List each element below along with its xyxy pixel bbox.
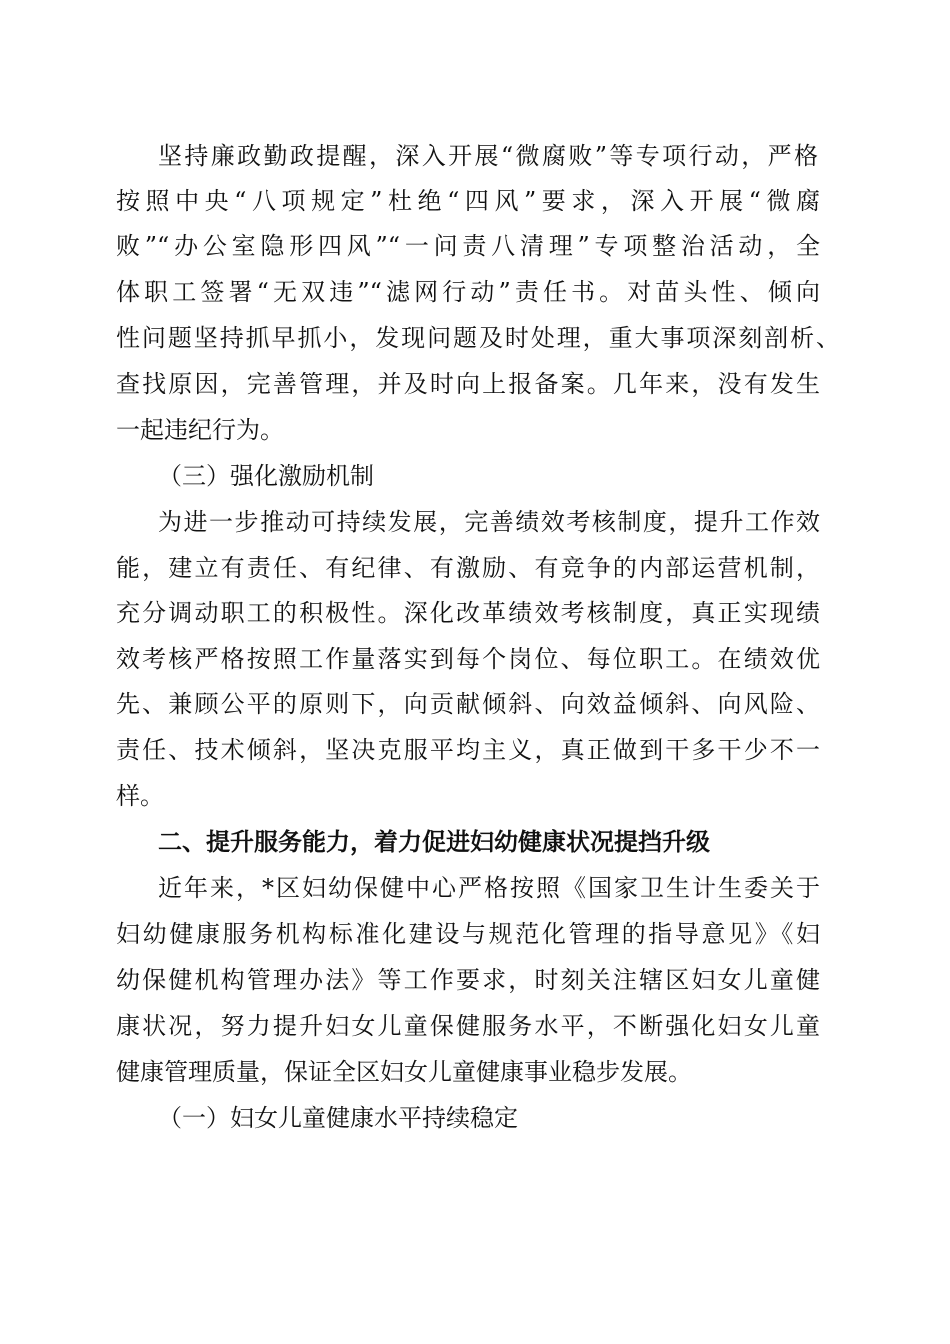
section-heading-service-capability: 二、提升服务能力，着力促进妇幼健康状况提挡升级 xyxy=(158,828,710,856)
paragraph-line: 妇幼健康服务机构标准化建设与规范化管理的指导意见》《妇 xyxy=(116,920,820,948)
paragraph-line: 健康管理质量，保证全区妇女儿童健康事业稳步发展。 xyxy=(116,1058,692,1086)
paragraph-line: 体职工签署“无双违”“滤网行动”责任书。对苗头性、倾向 xyxy=(116,278,820,306)
paragraph-line: 查找原因，完善管理，并及时向上报备案。几年来，没有发生 xyxy=(116,370,820,398)
paragraph-line: 坚持廉政勤政提醒，深入开展“微腐败”等专项行动，严格 xyxy=(158,142,818,170)
paragraph-line: 充分调动职工的积极性。深化改革绩效考核制度，真正实现绩 xyxy=(116,599,820,627)
paragraph-line: 近年来，*区妇幼保健中心严格按照《国家卫生计生委关于 xyxy=(158,874,820,902)
subheading-health-level: （一）妇女儿童健康水平持续稳定 xyxy=(158,1104,518,1132)
paragraph-line: 样。 xyxy=(116,782,164,810)
paragraph-line: 康状况，努力提升妇女儿童保健服务水平，不断强化妇女儿童 xyxy=(116,1012,820,1040)
paragraph-line: 效考核严格按照工作量落实到每个岗位、每位职工。在绩效优 xyxy=(116,645,820,673)
paragraph-line: 先、兼顾公平的原则下，向贡献倾斜、向效益倾斜、向风险、 xyxy=(116,690,820,718)
paragraph-line: 性问题坚持抓早抓小，发现问题及时处理，重大事项深刻剖析、 xyxy=(116,324,840,352)
paragraph-line: 幼保健机构管理办法》等工作要求，时刻关注辖区妇女儿童健 xyxy=(116,966,820,994)
paragraph-line: 一起违纪行为。 xyxy=(116,416,284,444)
paragraph-line: 责任、技术倾斜，坚决克服平均主义，真正做到干多干少不一 xyxy=(116,736,820,764)
paragraph-line: 能，建立有责任、有纪律、有激励、有竞争的内部运营机制， xyxy=(116,554,820,582)
paragraph-line: 为进一步推动可持续发展，完善绩效考核制度，提升工作效 xyxy=(158,508,820,536)
subheading-incentive-mechanism: （三）强化激励机制 xyxy=(158,462,374,490)
paragraph-line: 败”“办公室隐形四风”“一问责八清理”专项整治活动，全 xyxy=(116,232,820,260)
paragraph-line: 按照中央“八项规定”杜绝“四风”要求，深入开展“微腐 xyxy=(116,187,820,215)
